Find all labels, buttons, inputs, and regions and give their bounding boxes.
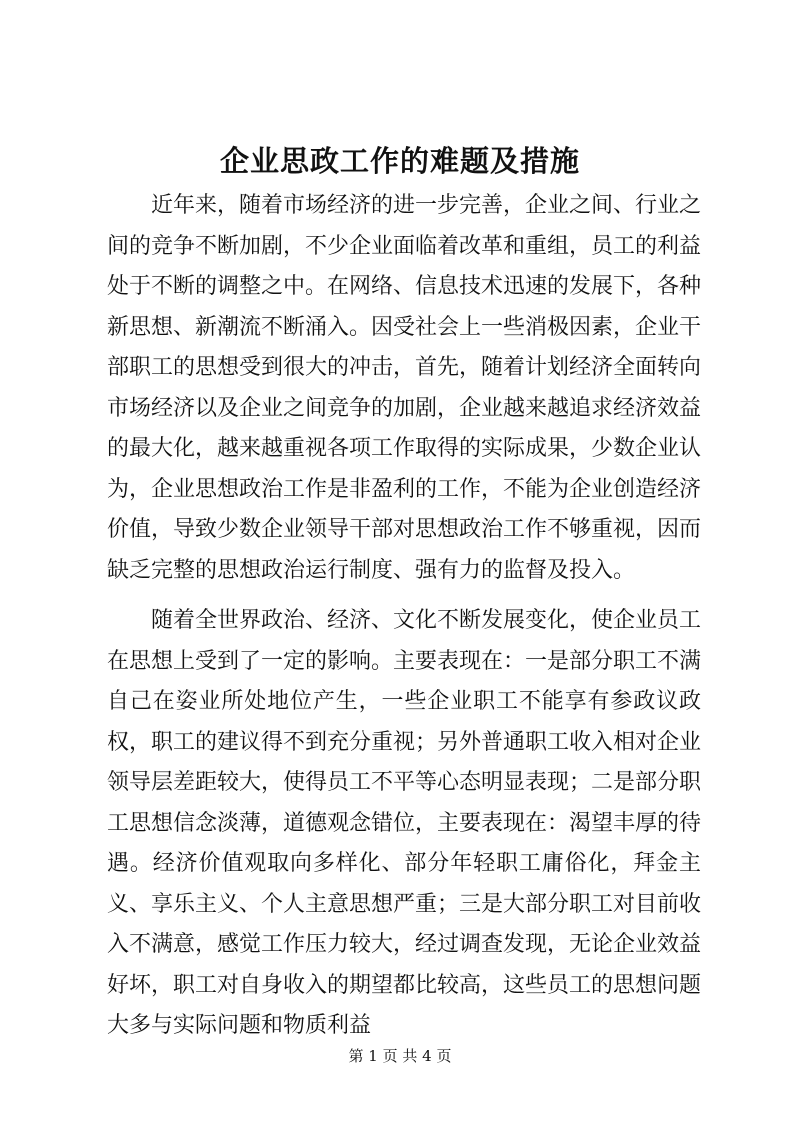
page-title: 企业思政工作的难题及措施 [219,144,580,178]
paragraph-1: 近年来，随着市场经济的进一步完善，企业之间、行业之间的竞争不断加剧，不少企业面临着改革和重组，员工的利益处于不断的调整之中。在网络、信息技术迅速的发展下，各种新思想、新潮流不断涌入。因受社会上一些消极因素，企业干部职工的思想受到很大的冲击，首先，随着计划经济全面转向市场经济以及企业之间竞争的加剧，企业越来越追求经济效益的最大化，越来越重视各项工作取得的实际成果，少数企业认为，企业思想政治工作是非盈利的工作，不能为企业创造经济价值，导致少数企业领导干部对思想政治工作不够重视，因而缺乏完整的思想政治运行制度、强有力的监督及投入。 [107,193,702,583]
document-body [107,186,701,1047]
page-footer: 第 1 页 共 4 页 [348,1047,452,1065]
paragraph-2: 随着全世界政治、经济、文化不断发展变化，使企业员工在思想上受到了一定的影响。主要表现在：一是部分职工不满自己在姿业所处地位产生，一些企业职工不能享有参政议政权，职工的建议得不到充分重视；另外普通职工收入相对企业领导层差距较大，使得员工不平等心态明显表现；二是部分职工思想信念淡薄，道德观念错位，主要表现在：渴望丰厚的待遇。经济价值观取向多样化、部分年轻职工庸俗化，拜金主义、享乐主义、个人主意思想严重；三是大部分职工对目前收入不满意，感觉工作压力较大，经过调查发现，无论企业效益好坏，职工对自身收入的期望都比较高，这些员工的思想问题大多与实际问题和物质利益 [107,608,702,1038]
